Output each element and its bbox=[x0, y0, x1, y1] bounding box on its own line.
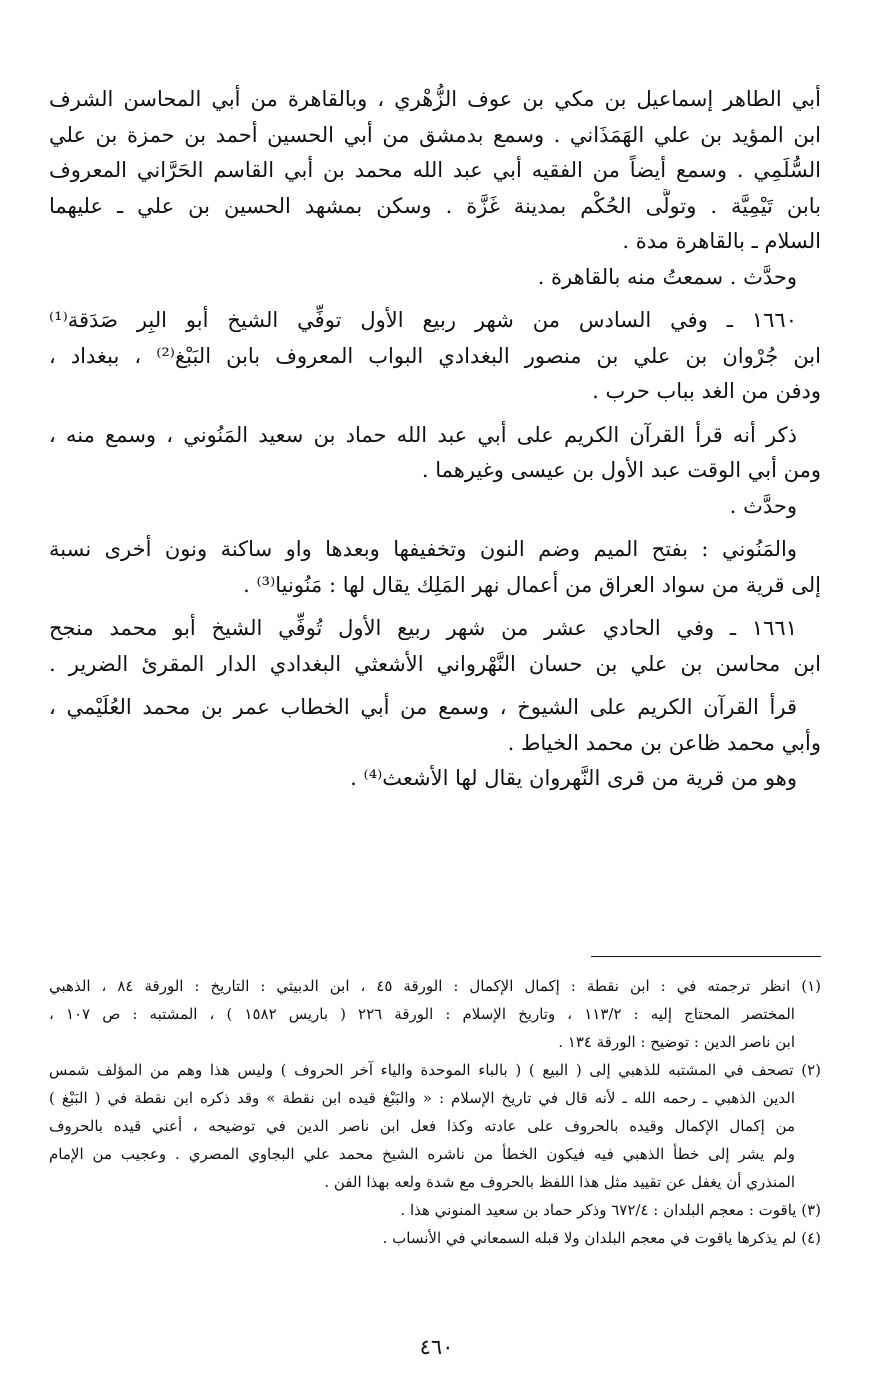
footnote-line: المختصر المحتاج إليه : ١١٣/٢ ، وتاريخ الإسلام : الورقة ٢٢٦ ( باريس ١٥٨٢ ) ، المشتبه : ص ١٠٧ ، bbox=[49, 1005, 795, 1023]
text-line: وهو من قرية من قرى النَّهروان يقال لها الأشعث⁽⁴⁾ . bbox=[350, 766, 797, 790]
footnote-line: المنذري أن يغفل عن تقييد مثل هذا اللفظ بالحروف مع شدة ولعه بهذا الفن . bbox=[324, 1173, 795, 1191]
text-line: قرأ القرآن الكريم على الشيوخ ، وسمع من أبي الخطاب عمر بن محمد العُلَيْمي ، bbox=[49, 695, 797, 719]
paragraph-gap bbox=[49, 603, 821, 611]
entry-heading-1660: ١٦٦٠ ـ وفي السادس من شهر ربيع الأول توفِّي الشيخ أبو البِر صَدَقة⁽¹⁾ bbox=[49, 308, 797, 332]
text-line: وحدَّث . bbox=[729, 493, 797, 518]
footnote-line: (٣) ياقوت : معجم البلدان : ٦٧٢/٤ وذكر حماد بن سعيد المنوني هذا . bbox=[400, 1201, 821, 1219]
text-line: السلام ـ بالقاهرة مدة . bbox=[622, 229, 821, 253]
paragraph-gap bbox=[49, 410, 821, 418]
footnotes bbox=[49, 972, 821, 1252]
paragraph-gap bbox=[49, 524, 821, 532]
text-line: السُّلَمِي . وسمع أيضاً من الفقيه أبي عبد الله محمد بن أبي القاسم الحَرَّاني المعروف bbox=[49, 158, 821, 182]
paragraph-gap bbox=[49, 682, 821, 690]
page-number: ٤٦٠ bbox=[419, 1335, 454, 1359]
text-line: بابن تَيْمِيَّة . وتولَّى الحُكْم بمدينة غَزَّة . وسكن بمشهد الحسين بن علي ـ عليهما bbox=[49, 193, 821, 218]
text-line: وأبي محمد ظاعن بن محمد الخياط . bbox=[507, 730, 821, 755]
text-line: أبي الطاهر إسماعيل بن مكي بن عوف الزُّهْري ، وبالقاهرة من أبي المحاسن الشرف bbox=[49, 87, 821, 111]
text-line: ذكر أنه قرأ القرآن الكريم على أبي عبد الله حماد بن سعيد المَنُوني ، وسمع منه ، bbox=[49, 422, 797, 447]
text-line: إلى قرية من سواد العراق من أعمال نهر المَلِك يقال لها : مَنُونيا⁽³⁾ . bbox=[243, 572, 821, 597]
footnote-line: ولم يشر إلى خطأ الذهبي فيه فيكون الخطأ من ناشره الشيخ محمد علي البجاوي المصري . وعجيب من الإمام bbox=[49, 1145, 795, 1163]
footnote-line: (١) انظر ترجمته في : ابن نقطة : إكمال الإكمال : الورقة ٤٥ ، ابن الدبيثي : التاريخ : الورقة ٨٤ ، الذهبي bbox=[49, 977, 821, 995]
text-line: ابن المؤيد بن علي الهَمَذَاني . وسمع بدمشق من أبي الحسين أحمد بن حمزة بن علي bbox=[49, 122, 821, 147]
text-line: ومن أبي الوقت عبد الأول بن عيسى وغيرهما . bbox=[421, 458, 821, 482]
text-line: ابن محاسن بن علي بن حسان النَّهْرواني الأشعثي البغدادي الدار المقرئ الضرير . bbox=[49, 651, 821, 676]
footnote-separator bbox=[591, 956, 821, 957]
text-line: ودفن من الغد بباب حرب . bbox=[592, 379, 821, 403]
entry-heading-1661: ١٦٦١ ـ وفي الحادي عشر من شهر ربيع الأول تُوفِّي الشيخ أبو محمد منجح bbox=[49, 616, 797, 640]
footnote-line: (٢) تصحف في المشتبه للذهبي إلى ( البيع ) ( بالباء الموحدة والياء آخر الحروف ) وليس هذا وهم من المؤلف شمس bbox=[49, 1061, 821, 1079]
text-line: وحدَّث . سمعتُ منه بالقاهرة . bbox=[537, 264, 797, 289]
paragraph-gap bbox=[49, 295, 821, 303]
footnote-line: من إكمال الإكمال وقيده بالحروف على عادته وكذا فعل ابن ناصر الدين في توضيحه ، أعني قيده بالحروف bbox=[49, 1117, 795, 1135]
main-text bbox=[49, 82, 821, 797]
footnote-line: الدين الذهبي ـ رحمه الله ـ لأنه قال في تاريخ الإسلام : « والبَبْغ قيده ابن نقطة » وقد ذكره ابن نقطة في ( البَبْغ ) bbox=[49, 1089, 795, 1107]
text-line: ابن جُرْوان بن علي بن منصور البغدادي البواب المعروف بابن البَبْغ⁽²⁾ ، ببغداد ، bbox=[49, 343, 821, 368]
footnote-line: (٤) لم يذكرها ياقوت في معجم البلدان ولا قبله السمعاني في الأنساب . bbox=[382, 1229, 821, 1247]
footnote-line: ابن ناصر الدين : توضيح : الورقة ١٣٤ . bbox=[558, 1033, 795, 1051]
text-line: والمَنُوني : بفتح الميم وضم النون وتخفيفها وبعدها واو ساكنة ونون أخرى نسبة bbox=[49, 537, 797, 561]
